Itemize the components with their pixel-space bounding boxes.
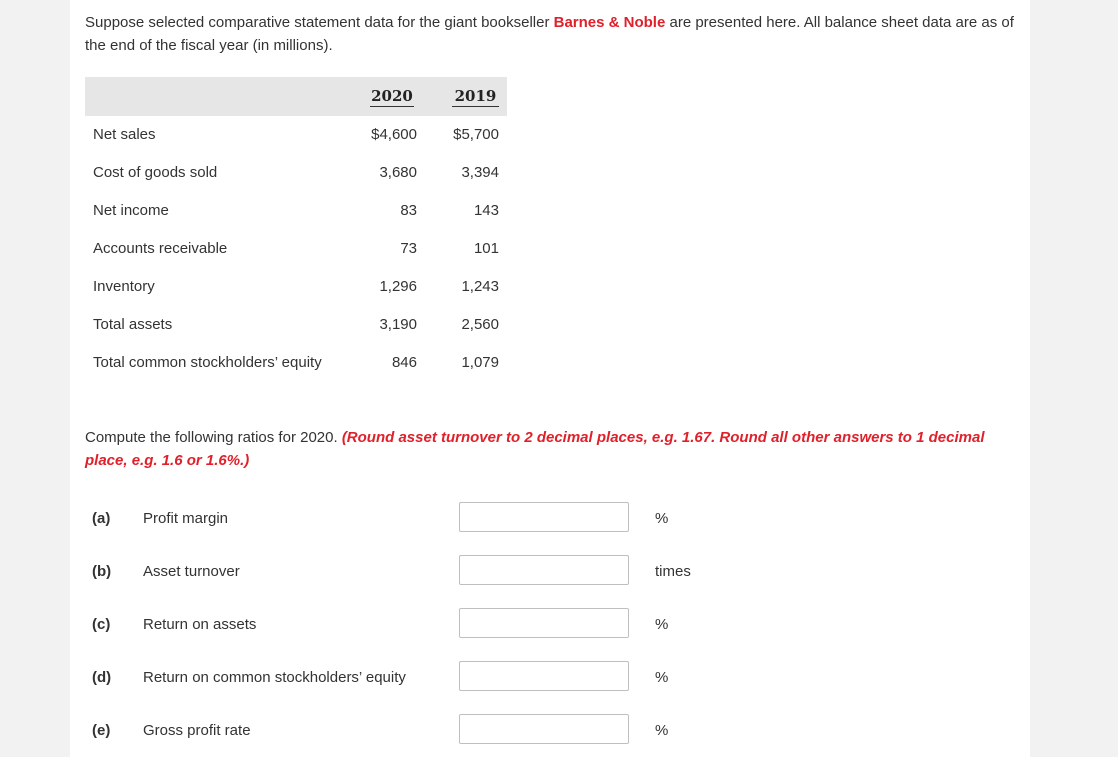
value-2020: 3,680 bbox=[379, 164, 417, 181]
unit-label: times bbox=[655, 563, 691, 580]
question-asset-turnover bbox=[85, 555, 1025, 589]
question-letter: (a) bbox=[92, 510, 111, 527]
table-header bbox=[85, 77, 507, 116]
table-row bbox=[85, 154, 507, 192]
return-on-assets-input[interactable] bbox=[459, 608, 629, 638]
question-label: Asset turnover bbox=[143, 563, 240, 580]
value-2019: 3,394 bbox=[461, 164, 499, 181]
question-gross-profit-rate bbox=[85, 714, 1025, 748]
unit-label: % bbox=[655, 616, 669, 633]
value-2020: $4,600 bbox=[371, 126, 417, 143]
question-letter: (c) bbox=[92, 616, 111, 633]
row-label: Net sales bbox=[93, 126, 156, 143]
row-label: Net income bbox=[93, 202, 169, 219]
value-2019: 143 bbox=[473, 202, 499, 219]
instructions-text: Compute the following ratios for 2020. bbox=[85, 429, 342, 446]
question-label: Return on assets bbox=[143, 616, 257, 633]
company-name: Barnes & Noble bbox=[553, 14, 666, 31]
value-2020: 1,296 bbox=[379, 278, 417, 295]
table-row bbox=[85, 344, 507, 382]
return-on-equity-input[interactable] bbox=[459, 661, 629, 691]
unit-label: % bbox=[655, 722, 669, 739]
profit-margin-input[interactable] bbox=[459, 502, 629, 532]
question-return-on-equity bbox=[85, 661, 1025, 695]
gross-profit-rate-input[interactable] bbox=[459, 714, 629, 744]
unit-label: % bbox=[655, 510, 669, 527]
instructions bbox=[85, 426, 1015, 472]
value-2020: 73 bbox=[400, 240, 417, 257]
question-label: Gross profit rate bbox=[143, 722, 251, 739]
table-row bbox=[85, 116, 507, 154]
question-label: Return on common stockholders’ equity bbox=[143, 669, 406, 686]
row-label: Accounts receivable bbox=[93, 240, 228, 257]
unit-label: % bbox=[655, 669, 669, 686]
value-2020: 846 bbox=[391, 354, 417, 371]
question-letter: (d) bbox=[92, 669, 112, 686]
value-2020: 3,190 bbox=[379, 316, 417, 333]
rounding-note: (Round asset turnover to 2 decimal places, e.g. 1.67. Round all other answers to 1 decimal place, e.g. 1.6 or 1.6%.) bbox=[85, 429, 985, 469]
value-2019: 101 bbox=[473, 240, 499, 257]
financial-data-table bbox=[85, 77, 507, 382]
question-return-on-assets bbox=[85, 608, 1025, 642]
question-letter: (b) bbox=[92, 563, 112, 580]
question-letter: (e) bbox=[92, 722, 111, 739]
question-label: Profit margin bbox=[143, 510, 229, 527]
value-2019: 2,560 bbox=[461, 316, 499, 333]
intro-text-end: are presented here. All balance sheet data are as of the end of the fiscal year (in millions). bbox=[85, 14, 1014, 54]
row-label: Inventory bbox=[93, 278, 155, 295]
row-label: Total assets bbox=[93, 316, 173, 333]
row-label: Cost of goods sold bbox=[93, 164, 218, 181]
asset-turnover-input[interactable] bbox=[459, 555, 629, 585]
year-header-2020: 2020 bbox=[371, 87, 413, 105]
table-row bbox=[85, 230, 507, 268]
value-2019: 1,243 bbox=[461, 278, 499, 295]
problem-intro bbox=[85, 11, 1015, 57]
question-profit-margin bbox=[85, 502, 1025, 536]
row-label: Total common stockholders’ equity bbox=[93, 354, 322, 371]
intro-text-start: Suppose selected comparative statement data for the giant bookseller bbox=[85, 14, 554, 31]
table-row bbox=[85, 268, 507, 306]
table-row bbox=[85, 192, 507, 230]
value-2019: 1,079 bbox=[461, 354, 499, 371]
year-header-2019: 2019 bbox=[452, 87, 499, 107]
table-row bbox=[85, 306, 507, 344]
value-2019: $5,700 bbox=[453, 126, 499, 143]
value-2020: 83 bbox=[400, 202, 417, 219]
